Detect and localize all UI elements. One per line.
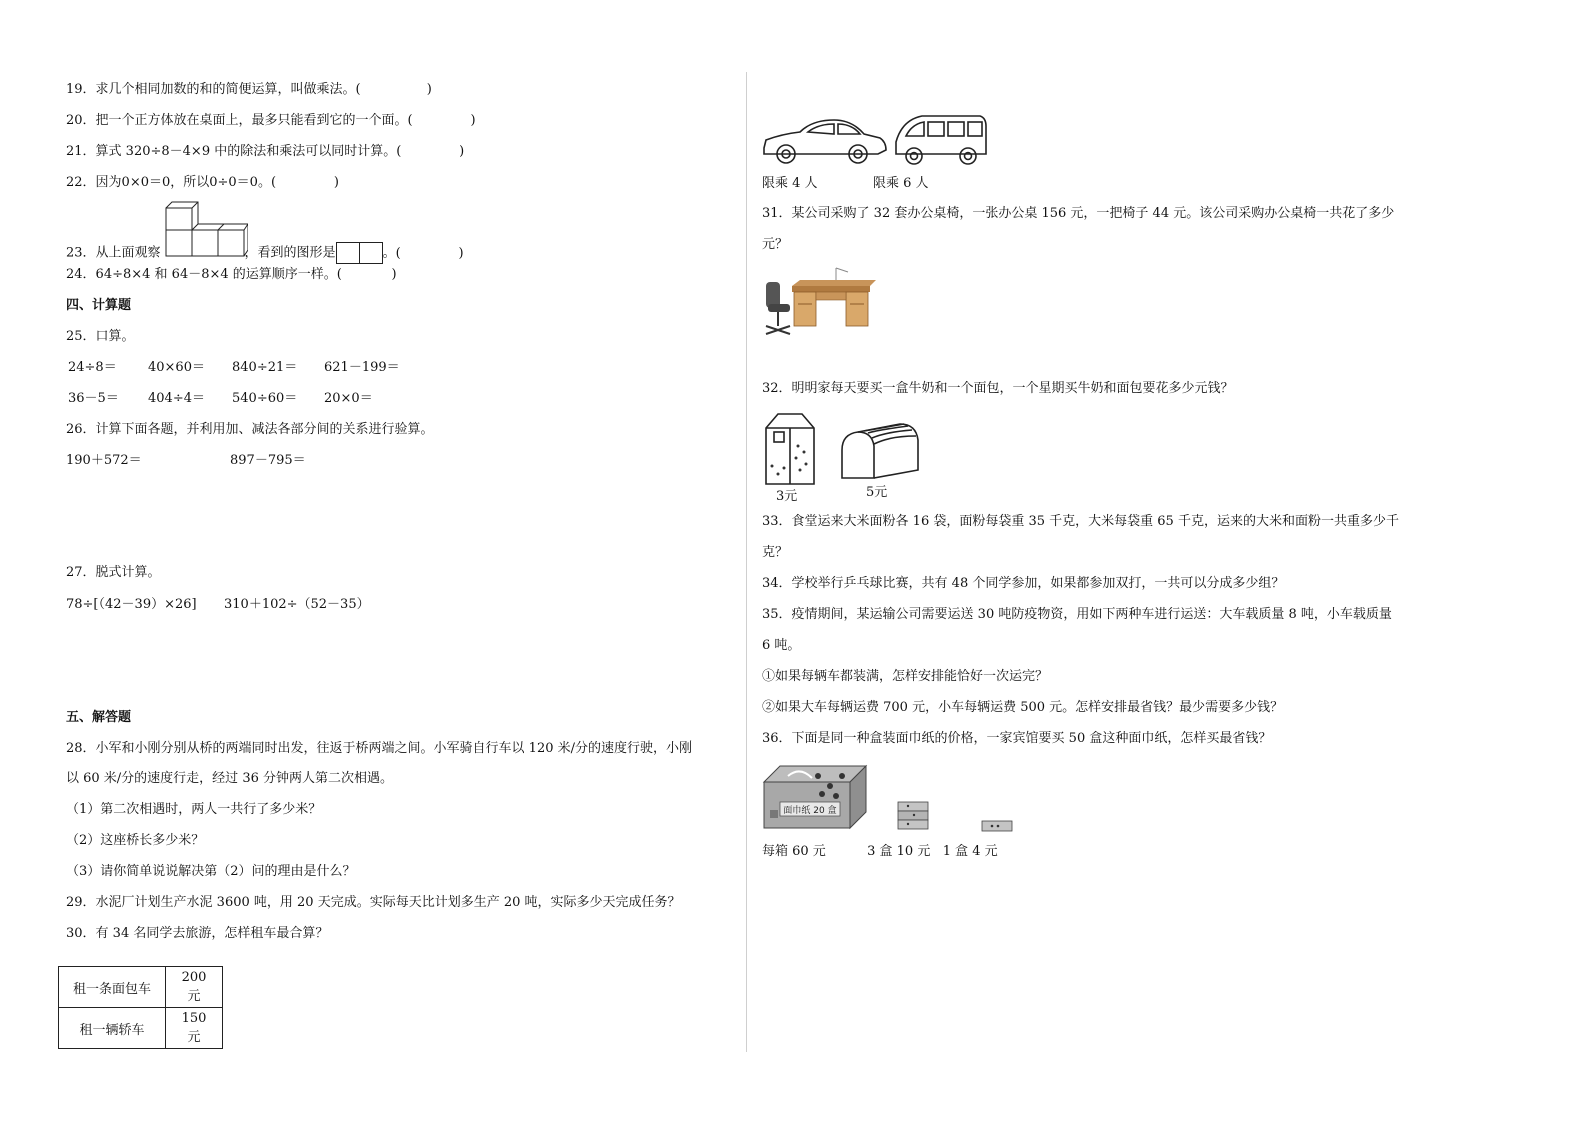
question-22 — [66, 174, 339, 192]
question-36: 36．下面是同一种盒装面巾纸的价格，一家宾馆要买 50 盒这种面巾纸，怎样买最省钱？ — [762, 731, 1272, 746]
question-21-answer-blank[interactable]: ( ) — [396, 144, 465, 159]
question-19 — [66, 81, 432, 99]
question-19-text: 19．求几个相同加数的和的简便运算，叫做乘法。 — [66, 82, 356, 97]
q25-row1-item2: 40×60＝ — [148, 360, 205, 375]
question-31-line1: 31．某公司采购了 32 套办公桌椅，一张办公桌 156 元，一把椅子 44 元。该公司采购办公桌椅一共花了多少 — [762, 206, 1395, 221]
question-28-line1: 28．小军和小刚分别从桥的两端同时出发，往返于桥两端之间。小军骑自行车以 120 米/分的速度行驶，小刚 — [66, 741, 693, 756]
question-28-line2: 以 60 米/分的速度行走，经过 36 分钟两人第二次相遇。 — [66, 771, 393, 786]
question-23-middle: ，看到的图形是 — [244, 245, 336, 261]
q26-item1: 190＋572＝ — [66, 453, 142, 468]
van-capacity-label: 限乘 6 人 — [873, 176, 929, 191]
tissue-case-label: 面巾纸 20 盒 — [783, 806, 837, 816]
milk-carton-image — [760, 410, 820, 488]
van-image — [892, 112, 988, 168]
q25-row2-item3: 540÷60＝ — [232, 391, 298, 406]
view-square-1 — [336, 242, 360, 264]
tissue-case-image — [760, 762, 868, 832]
table-cell: 租一条面包车 — [59, 967, 166, 1008]
question-23-prefix: 23．从上面观察 — [66, 245, 161, 261]
q25-row1-item3: 840÷21＝ — [232, 360, 298, 375]
tissue-prices: 每箱 60 元 3 盒 10 元 1 盒 4 元 — [762, 844, 998, 859]
question-24 — [66, 266, 397, 284]
question-24-answer-blank[interactable]: ( ) — [336, 267, 397, 282]
bread-price-label: 5元 — [866, 485, 888, 500]
table-row — [59, 967, 223, 1008]
question-35-line1: 35．疫情期间，某运输公司需要运送 30 吨防疫物资，用如下两种车进行运送：大车载质量 8 吨，小车载质量 — [762, 607, 1392, 622]
question-23 — [66, 242, 464, 264]
question-25-title: 25．口算。 — [66, 329, 135, 344]
question-19-answer-blank[interactable]: ( ) — [355, 82, 432, 97]
section-5-heading: 五、解答题 — [66, 710, 132, 725]
question-26-title: 26．计算下面各题，并利用加、减法各部分间的关系进行验算。 — [66, 422, 434, 437]
column-divider — [746, 72, 747, 1052]
question-20-text: 20．把一个正方体放在桌面上，最多只能看到它的一个面。 — [66, 113, 408, 128]
single-tissue-box-image — [980, 818, 1016, 834]
q25-row1-item4: 621－199＝ — [324, 360, 400, 375]
question-31-line2: 元？ — [762, 237, 789, 252]
question-34: 34．学校举行乒乓球比赛，共有 48 个同学参加，如果都参加双打，一共可以分成多少组？ — [762, 576, 1285, 591]
section-4-heading: 四、计算题 — [66, 298, 132, 313]
question-33-line1: 33．食堂运来大米面粉各 16 袋，面粉每袋重 35 千克，大米每袋重 65 千克，运来的大米和面粉一共重多少千 — [762, 514, 1399, 529]
q27-item1: 78÷[（42－39）×26] — [66, 597, 197, 612]
q25-row2-item1: 36－5＝ — [68, 391, 119, 406]
question-24-text: 24．64÷8×4 和 64－8×4 的运算顺序一样。 — [66, 267, 337, 282]
q25-row2-item4: 20×0＝ — [324, 391, 373, 406]
q25-row2-item2: 404÷4＝ — [148, 391, 205, 406]
question-27-title: 27．脱式计算。 — [66, 565, 161, 580]
question-23-answer-blank[interactable]: ( ) — [395, 245, 464, 261]
office-desk-chair-image — [760, 264, 880, 340]
question-21 — [66, 143, 464, 161]
sedan-capacity-label: 限乘 4 人 — [762, 176, 818, 191]
table-cell: 200 元 — [166, 967, 223, 1008]
table-cell: 150 元 — [166, 1008, 223, 1049]
table-cell: 租一辆轿车 — [59, 1008, 166, 1049]
milk-price-label: 3元 — [776, 489, 798, 504]
question-33-line2: 克？ — [762, 545, 789, 560]
question-35-line2: 6 吨。 — [762, 638, 801, 653]
three-tissue-boxes-image — [896, 798, 932, 832]
q27-item2: 310＋102÷（52－35） — [224, 597, 370, 612]
rental-price-table — [58, 966, 223, 1049]
bread-loaf-image — [838, 420, 922, 482]
question-23-suffix: 。 — [382, 245, 396, 261]
question-28-sub3: （3）请你简单说说解决第（2）问的理由是什么？ — [66, 864, 356, 879]
question-29: 29．水泥厂计划生产水泥 3600 吨，用 20 天完成。实际每天比计划多生产 20 吨，实际多少天完成任务？ — [66, 895, 681, 910]
q25-row1-item1: 24÷8＝ — [68, 360, 117, 375]
question-22-answer-blank[interactable]: ( ) — [270, 175, 339, 190]
question-35-sub1: ①如果每辆车都装满，怎样安排能恰好一次运完？ — [762, 669, 1049, 684]
question-28-sub1: （1）第二次相遇时，两人一共行了多少米？ — [66, 802, 322, 817]
view-square-2 — [359, 242, 383, 264]
question-30-title: 30．有 34 名同学去旅游，怎样租车最合算？ — [66, 926, 329, 941]
question-21-text: 21．算式 320÷8－4×9 中的除法和乘法可以同时计算。 — [66, 144, 397, 159]
question-32: 32．明明家每天要买一盒牛奶和一个面包，一个星期买牛奶和面包要花多少元钱？ — [762, 381, 1234, 396]
question-28-sub2: （2）这座桥长多少米？ — [66, 833, 205, 848]
question-22-text: 22．因为0×0＝0，所以0÷0＝0。 — [66, 175, 271, 190]
question-20 — [66, 112, 476, 130]
sedan-car-image — [760, 114, 890, 166]
question-20-answer-blank[interactable]: ( ) — [407, 113, 476, 128]
table-row — [59, 1008, 223, 1049]
question-35-sub2: ②如果大车每辆运费 700 元，小车每辆运费 500 元。怎样安排最省钱？最少需要多少钱？ — [762, 700, 1284, 715]
q26-item2: 897－795＝ — [230, 453, 306, 468]
